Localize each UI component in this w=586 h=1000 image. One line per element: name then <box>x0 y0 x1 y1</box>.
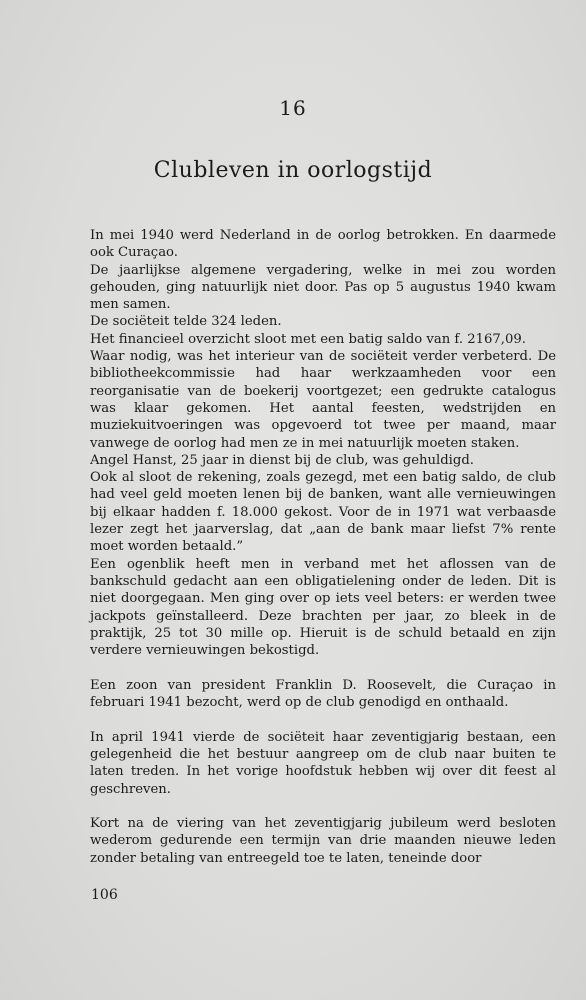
chapter-title: Clubleven in oorlogstijd <box>153 158 433 183</box>
paragraph: Waar nodig, was het interieur van de sociëteit verder verbeterd. De bibliotheekcommissie had haar werkzaamheden voor een reorganisatie van de boekerij voortgezet; een gedrukte catalogus was klaar gekomen. Het aantal feesten, wedstrijden en muziekuitvoeringen was opgevoerd tot twee per maand, maar vanwege de oorlog had men ze in mei natuurlijk moeten staken. <box>90 349 556 451</box>
paragraph: Ook al sloot de rekening, zoals gezegd, met een batig saldo, de club had veel geld moeten lenen bij de banken, want alle vernieuwingen bij elkaar hadden f. 18.000 gekost. Voor de in 1971 wat verbaasde lezer zegt het jaarverslag, dat „aan de bank maar liefst 7% rente moet worden betaald.” <box>90 470 556 555</box>
page-number: 106 <box>91 887 118 903</box>
paragraph: Kort na de viering van het zeventigjarig jubileum werd besloten wederom gedurende een termijn van drie maanden nieuwe leden zonder betaling van entreegeld toe te laten, teneinde door <box>90 816 556 866</box>
paragraph: In mei 1940 werd Nederland in de oorlog betrokken. En daarmede ook Curaçao. <box>90 228 556 261</box>
paragraph: Een zoon van president Franklin D. Roosevelt, die Curaçao in februari 1941 bezocht, werd op de club genodigd en onthaald. <box>90 677 556 711</box>
body-text <box>90 227 556 867</box>
paragraph: De sociëteit telde 324 leden. <box>90 314 282 330</box>
paragraph: De jaarlijkse algemene vergadering, welke in mei zou worden gehouden, ging natuurlijk niet door. Pas op 5 augustus 1940 kwam men samen. <box>90 262 556 313</box>
paragraph: Het financieel overzicht sloot met een batig saldo van f. 2167,09. <box>90 331 526 347</box>
chapter-number: 16 <box>279 96 307 120</box>
paragraph: In april 1941 vierde de sociëteit haar zeventigjarig bestaan, een gelegenheid die het bestuur aangreep om de club naar buiten te laten treden. In het vorige hoofdstuk hebben wij over dit feest al geschreven. <box>90 729 556 797</box>
paragraph: Een ogenblik heeft men in verband met het aflossen van de bankschuld gedacht aan een obligatielening onder de leden. Dit is niet doorgegaan. Men ging over op iets veel beters: er werden twee jackpots geïnstalleerd. Deze brachten per jaar, zo bleek in de praktijk, 25 tot 30 mille op. Hieruit is de schuld betaald en zijn verdere vernieuwingen bekostigd. <box>90 556 556 659</box>
paragraph: Angel Hanst, 25 jaar in dienst bij de club, was gehuldigd. <box>90 452 474 468</box>
